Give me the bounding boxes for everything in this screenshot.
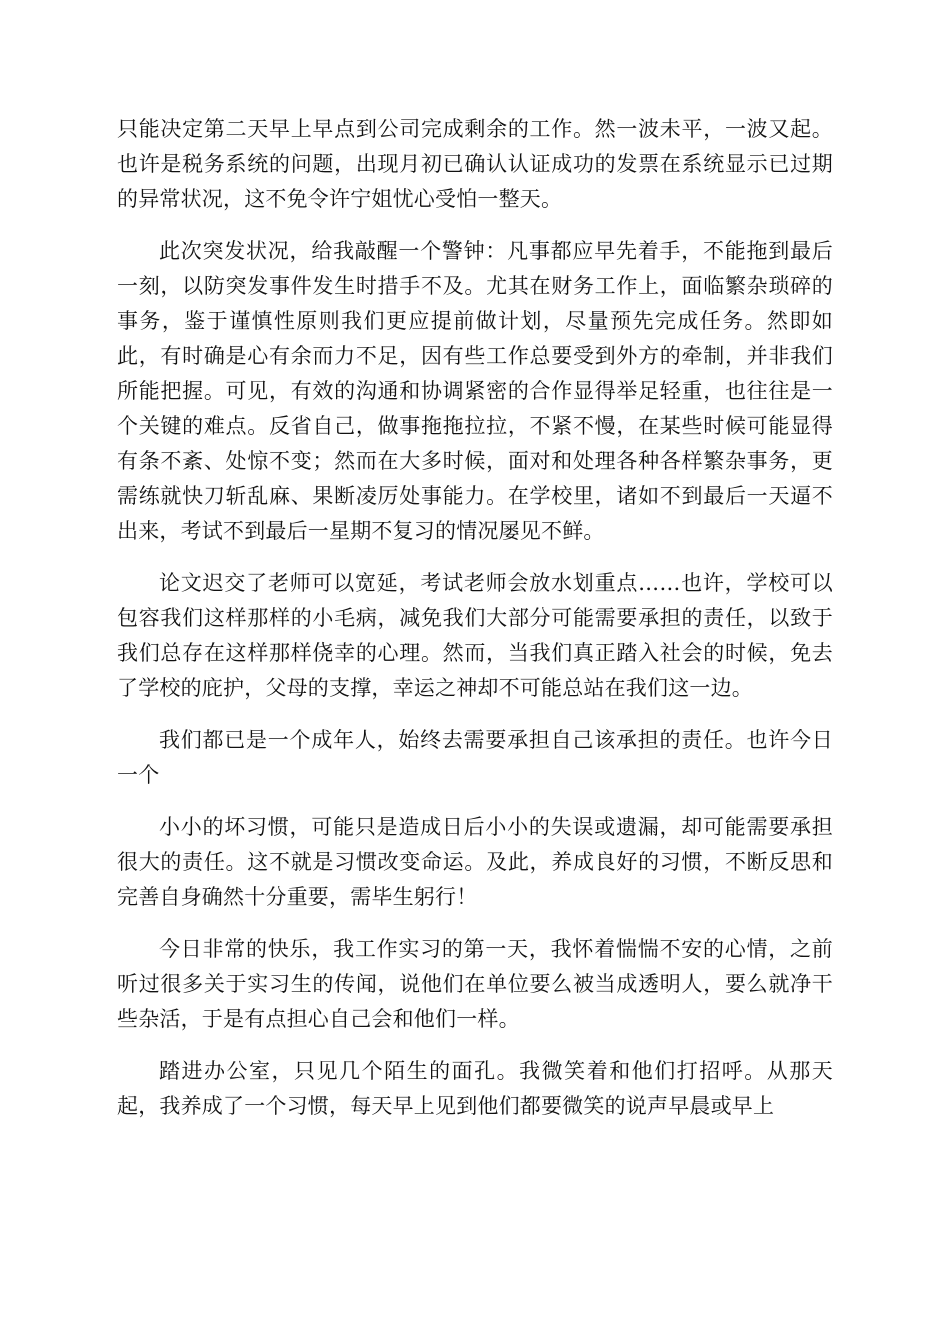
paragraph-1: 只能决定第二天早上早点到公司完成剩余的工作。然一波未平，一波又起。也许是税务系统的问题，出现月初已确认认证成功的发票在系统显示已过期的异常状况，这不免令许宁姐忧心受怕一整天。 — [117, 117, 833, 211]
paragraph-5: 小小的坏习惯，可能只是造成日后小小的失误或遗漏，却可能需要承担很大的责任。这不就是习惯改变命运。及此，养成良好的习惯，不断反思和完善自身确然十分重要，需毕生躬行！ — [117, 815, 833, 909]
paragraph-4: 我们都已是一个成年人，始终去需要承担自己该承担的责任。也许今日一个 — [117, 728, 833, 787]
paragraph-7: 踏进办公室，只见几个陌生的面孔。我微笑着和他们打招呼。从那天起，我养成了一个习惯，每天早上见到他们都要微笑的说声早晨或早上 — [117, 1059, 833, 1118]
paragraph-6: 今日非常的快乐，我工作实习的第一天，我怀着惴惴不安的心情，之前听过很多关于实习生的传闻，说他们在单位要么被当成透明人，要么就净干些杂活，于是有点担心自己会和他们一样。 — [117, 937, 833, 1031]
document-page — [117, 112, 833, 1141]
paragraph-3: 论文迟交了老师可以宽延，考试老师会放水划重点……也许，学校可以包容我们这样那样的小毛病，减免我们大部分可能需要承担的责任，以致于我们总存在这样那样侥幸的心理。然而，当我们真正踏入社会的时候，免去了学校的庇护，父母的支撑，幸运之神却不可能总站在我们这一边。 — [117, 571, 833, 700]
paragraph-2: 此次突发状况，给我敲醒一个警钟：凡事都应早先着手，不能拖到最后一刻，以防突发事件发生时措手不及。尤其在财务工作上，面临繁杂琐碎的事务，鉴于谨慎性原则我们更应提前做计划，尽量预先完成任务。然即如此，有时确是心有余而力不足，因有些工作总要受到外方的牵制，并非我们所能把握。可见，有效的沟通和协调紧密的合作显得举足轻重，也往往是一个关键的难点。反省自己，做事拖拖拉拉，不紧不慢，在某些时候可能显得有条不紊、处惊不变；然而在大多时候，面对和处理各种各样繁杂事务，更需练就快刀斩乱麻、果断凌厉处事能力。在学校里，诸如不到最后一天逼不出来，考试不到最后一星期不复习的情况屡见不鲜。 — [117, 239, 833, 543]
